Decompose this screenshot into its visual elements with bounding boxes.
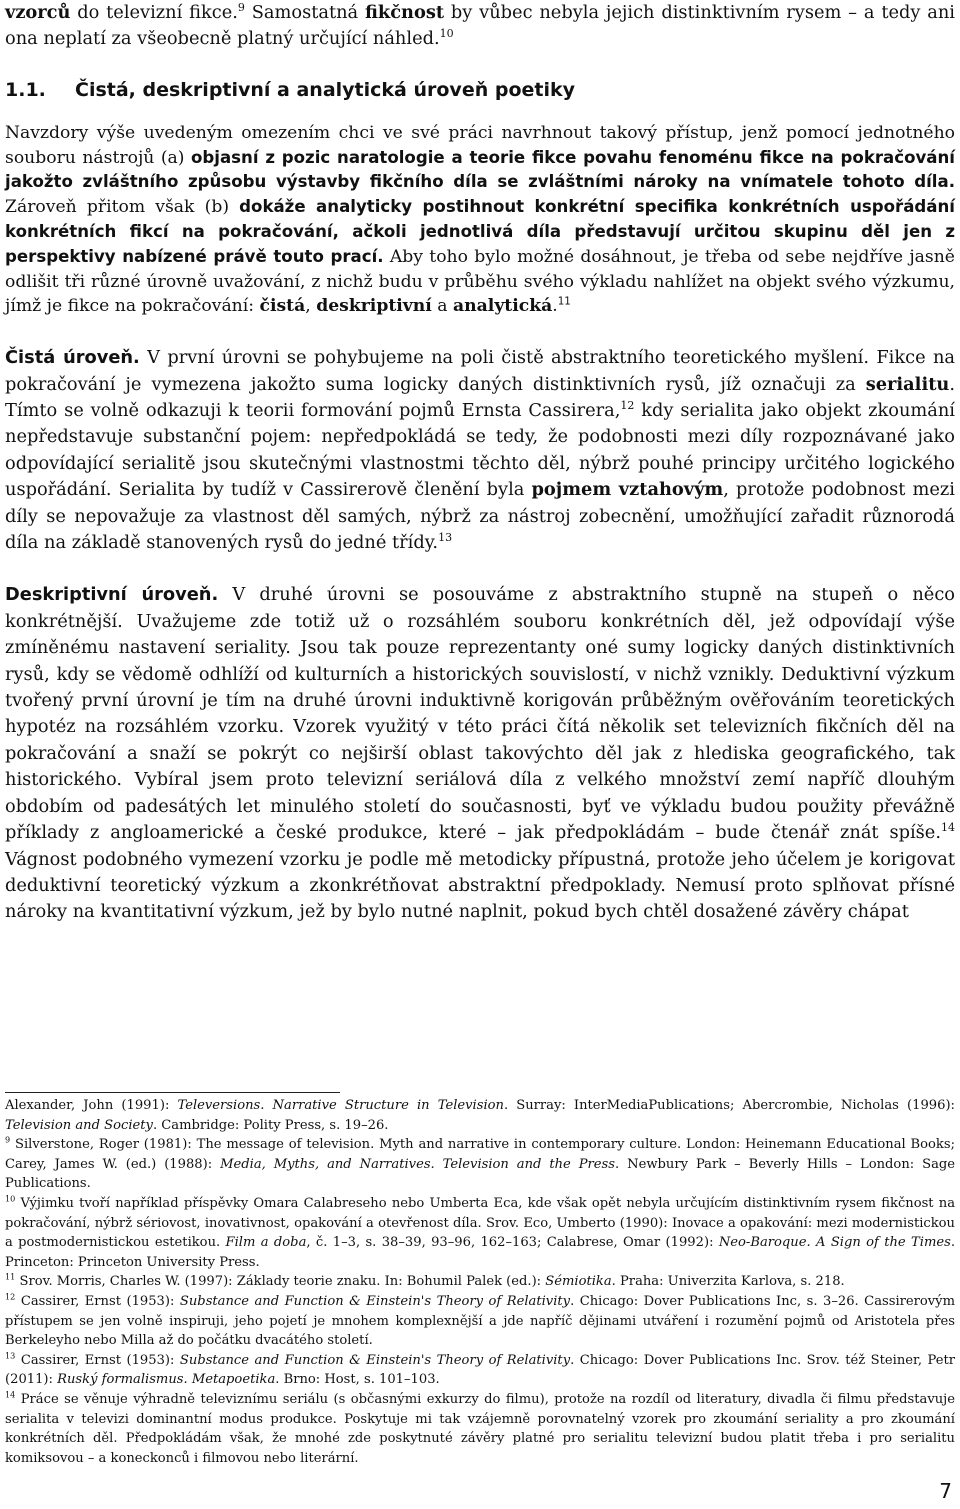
pure-level-paragraph	[5, 345, 955, 556]
text-run: . Chicago: Dover Publications Inc. Srov. též Steiner, Petr (2011):	[5, 1352, 955, 1388]
italic-title: Television and Society	[5, 1117, 153, 1133]
text-run: kdy serialita jako objekt zkoumání nepředstavuje substanční pojem: nepředpokládá se tedy, že podobnosti mezi díly rozpoznávané jako odpovídající serialitě jsou skutečnými vlastnostmi těchto děl, nýbrž pouhé principy určitého logického uspořádání. Serialita by tudíž v Cassirerově členění byla	[5, 400, 955, 501]
text-run: Samostatná	[244, 2, 365, 23]
bold-term: analytická	[453, 296, 553, 317]
text-run: . Chicago: Dover Publications Inc, s. 3–26. Cassirerovým přístupem se jen volně inspiruji, jeho pojetí je mnohem komplexnější a jde napříč dějinami utváření i rozumění pojmů od Aristotela přes Berkeleyho nebo Milla až do počátku dvacátého století.	[5, 1293, 955, 1349]
italic-title: Sémiotika	[545, 1274, 612, 1290]
footnote-number: 11	[5, 1271, 16, 1282]
text-run: .	[552, 296, 558, 317]
footnote-10	[5, 1194, 955, 1272]
text-run: . Princeton: Princeton University Press.	[5, 1235, 955, 1270]
page-content	[5, 0, 955, 926]
section-title: Čistá, deskriptivní a analytická úroveň poetiky	[75, 78, 576, 101]
italic-title: Televersions. Narrative Structure in Television	[177, 1098, 504, 1113]
footnote-separator	[5, 1092, 340, 1093]
text-run: Zároveň přitom však (b)	[5, 197, 240, 218]
text-run: do televizní fikce.	[70, 2, 238, 23]
footnote-12	[5, 1292, 955, 1351]
bold-term: serialitu	[865, 373, 950, 395]
italic-title: Media, Myths, and Narratives. Television and the Press	[220, 1156, 616, 1172]
intro-paragraph	[5, 121, 955, 319]
footnote-number: 14	[5, 1389, 16, 1400]
text-run: Navzdory výše uvedeným omezením chci ve své práci navrhnout takový přístup, jenž pomocí jednotného souboru nástrojů (a)	[5, 122, 955, 168]
bold-term: vzorců	[5, 2, 71, 23]
bold-term: čistá	[259, 296, 306, 317]
bold-term: fikčnost	[364, 2, 445, 23]
section-heading	[5, 77, 955, 103]
text-run: Silverstone, Roger (1981): The message of television. Myth and narrative in contemporary culture. London: Heinemann Educational Books; Carey, James W. (ed.) (1988):	[5, 1137, 955, 1172]
footnote-ref-14[interactable]: 14	[940, 821, 955, 835]
italic-title: Substance and Function & Einstein's Theory of Relativity	[179, 1293, 571, 1309]
italic-title: Neo-Baroque. A Sign of the Times	[718, 1235, 951, 1251]
text-run: Alexander, John (1991):	[5, 1098, 178, 1113]
footnote-ref-13[interactable]: 13	[438, 531, 453, 545]
text-run: . Brno: Host, s. 101–103.	[275, 1372, 440, 1388]
text-run: Výjimku tvoří například příspěvky Omara Calabreseho nebo Umberta Eca, kde však opět nebyla určujícím distinktivním rysem fikčnost na pokračování, nýbrž sériovost, inovativnost, opakování a otevřenost díla. Srov. Eco, Umberto (1990): Inovace a opakování: mezi modernistickou a postmodernistickou estetikou.	[5, 1195, 955, 1251]
text-run: ,	[305, 296, 317, 317]
text-run: . Tímto se volně odkazuji k teorii formování pojmů Ernsta Cassirera,	[5, 373, 955, 421]
footnote-8-continued	[5, 1096, 955, 1135]
footnote-ref-10[interactable]: 10	[439, 27, 454, 41]
footnotes	[5, 1096, 955, 1468]
section-number: 1.1.	[5, 78, 46, 101]
text-run: a	[431, 296, 454, 317]
text-run: , č. 1–3, s. 38–39, 93–96, 162–163; Calabrese, Omar (1992):	[306, 1235, 719, 1251]
text-run: by vůbec nebyla jejich distinktivním rysem – a tedy ani ona neplatí za všeobecně platný určující náhled.	[5, 2, 955, 50]
footnote-9	[5, 1135, 955, 1194]
text-run: Srov. Morris, Charles W. (1997): Základy teorie znaku. In: Bohumil Palek (ed.):	[15, 1274, 546, 1290]
text-run: . Newbury Park – Beverly Hills – London: Sage Publications.	[5, 1156, 956, 1192]
text-run: Vágnost podobného vymezení vzorku je podle mě metodicky přípustná, protože jeho účelem je korigovat deduktivní teoretický výzkum a zkonkrétňovat abstraktní předpoklady. Nemusí proto splňovat přísné nároky na kvantitativní výzkum, jež by bylo nutné naplnit, pokud bych chtěl dosažené závěry chápat	[5, 848, 955, 923]
text-run: V druhé úrovni se posouváme z abstraktního stupně na stupeň o něco konkrétnější. Uvažujeme zde totiž už o rozsáhlém souboru konkrétních děl, jež odpovídají výše zmíněnému nastavení seriality. Jsou tak pouze reprezentanty oné sumy logicky daných distinktivních rysů, kdy se vědomě odhlíží od kulturních a historických souvislostí, v nichž vznikly. Deduktivní výzkum tvořený první úrovní je tím na druhé úrovni induktivně korigován průběžným ověřováním teoretických hypotéz na rozsáhlém vzorku. Vzorek využitý v této práci čítá několik set televizních fikčních děl na pokračování a snaží se pokrýt co nejširší oblast takovýchto děl jak z hlediska geografického, tak historického. Vybíral jsem proto televizní seriálová díla z velkého množství zemí napříč dlouhým obdobím od padesátých let minulého století do současnosti, byť ve výkladu budou použity převážně příklady z angloamerické a české produkce, které – jak předpokládám – bude čtenář znát spíše.	[5, 584, 955, 844]
bold-run: objasní z pozic naratologie a teorie fikce povahu fenoménu fikce na pokračování jakožto zvláštního způsobu výstavby fikčního díla se zvláštními nároky na vnímatele tohoto díla.	[5, 147, 955, 192]
text-run: V první úrovni se pohybujeme na poli čistě abstraktního teoretického myšlení. Fikce na pokračování je vymezena jakožto suma logicky daných distinktivních rysů, jíž označuji za	[5, 347, 955, 395]
footnote-13	[5, 1351, 955, 1390]
footnote-number: 13	[5, 1350, 16, 1361]
descriptive-level-lead: Deskriptivní úroveň.	[5, 584, 219, 606]
footnote-ref-12[interactable]: 12	[620, 399, 635, 413]
footnote-number: 10	[5, 1193, 16, 1204]
italic-title: Ruský formalismus. Metapoetika	[57, 1372, 276, 1388]
footnote-ref-11[interactable]: 11	[557, 295, 571, 308]
page-number: 7	[939, 1479, 952, 1503]
italic-title: Substance and Function & Einstein's Theory of Relativity	[179, 1352, 571, 1368]
text-run: , protože podobnost mezi díly se nepovažuje za vlastnost děl samých, nýbrž za nástroj zobecnění, umožňující zařadit různorodá díla na základě stanovených rysů do jedné třídy.	[5, 479, 955, 554]
descriptive-level-paragraph	[5, 582, 955, 925]
text-run: Práce se věnuje výhradně televiznímu seriálu (s občasnými exkurzy do filmu), protože na rozdíl od literatury, divadla či filmu představuje serialita v televizi dominantní modus produkce. Poskytuje mi tak vzájemně porovnatelný vzorek pro zkoumání seriality a pro zkoumání konkrétních děl. Předpokládám však, že mnohé zde poskytnuté závěry platné pro serialitu televizní budou platit třeba i pro serialitu komiksovou – a koneckonců i filmovou nebo literární.	[5, 1391, 955, 1466]
text-run: Cassirer, Ernst (1953):	[15, 1352, 180, 1368]
footnote-ref-9[interactable]: 9	[237, 1, 245, 15]
bold-term: deskriptivní	[316, 296, 432, 317]
bold-run: dokáže analyticky postihnout konkrétní specifika konkrétních uspořádání konkrétních fikcí na pokračování, ačkoli jednotlivá díla představují určitou skupinu děl jen z perspektivy nabízené právě touto prací.	[5, 197, 955, 266]
italic-title: Film a doba	[225, 1235, 307, 1251]
pure-level-lead: Čistá úroveň.	[5, 347, 140, 369]
text-run: Aby toho bylo možné dosáhnout, je třeba od sebe nejdříve jasně odlišit tři různé úrovně uvažování, z nichž budu v průběhu svého výkladu nahlížet na objekt svého výzkumu, jímž je fikce na pokračování:	[5, 246, 955, 317]
text-run: . Surray: InterMediaPublications; Abercrombie, Nicholas (1996):	[503, 1098, 955, 1113]
continued-paragraph	[5, 0, 955, 53]
text-run: . Cambridge: Polity Press, s. 19–26.	[152, 1117, 389, 1133]
footnote-number: 9	[5, 1134, 11, 1145]
text-run: . Praha: Univerzita Karlova, s. 218.	[611, 1274, 845, 1290]
footnote-number: 12	[5, 1291, 16, 1302]
footnote-14	[5, 1390, 955, 1468]
text-run: Cassirer, Ernst (1953):	[15, 1293, 180, 1309]
bold-term: pojmem vztahovým	[531, 479, 724, 501]
footnote-11	[5, 1272, 955, 1292]
